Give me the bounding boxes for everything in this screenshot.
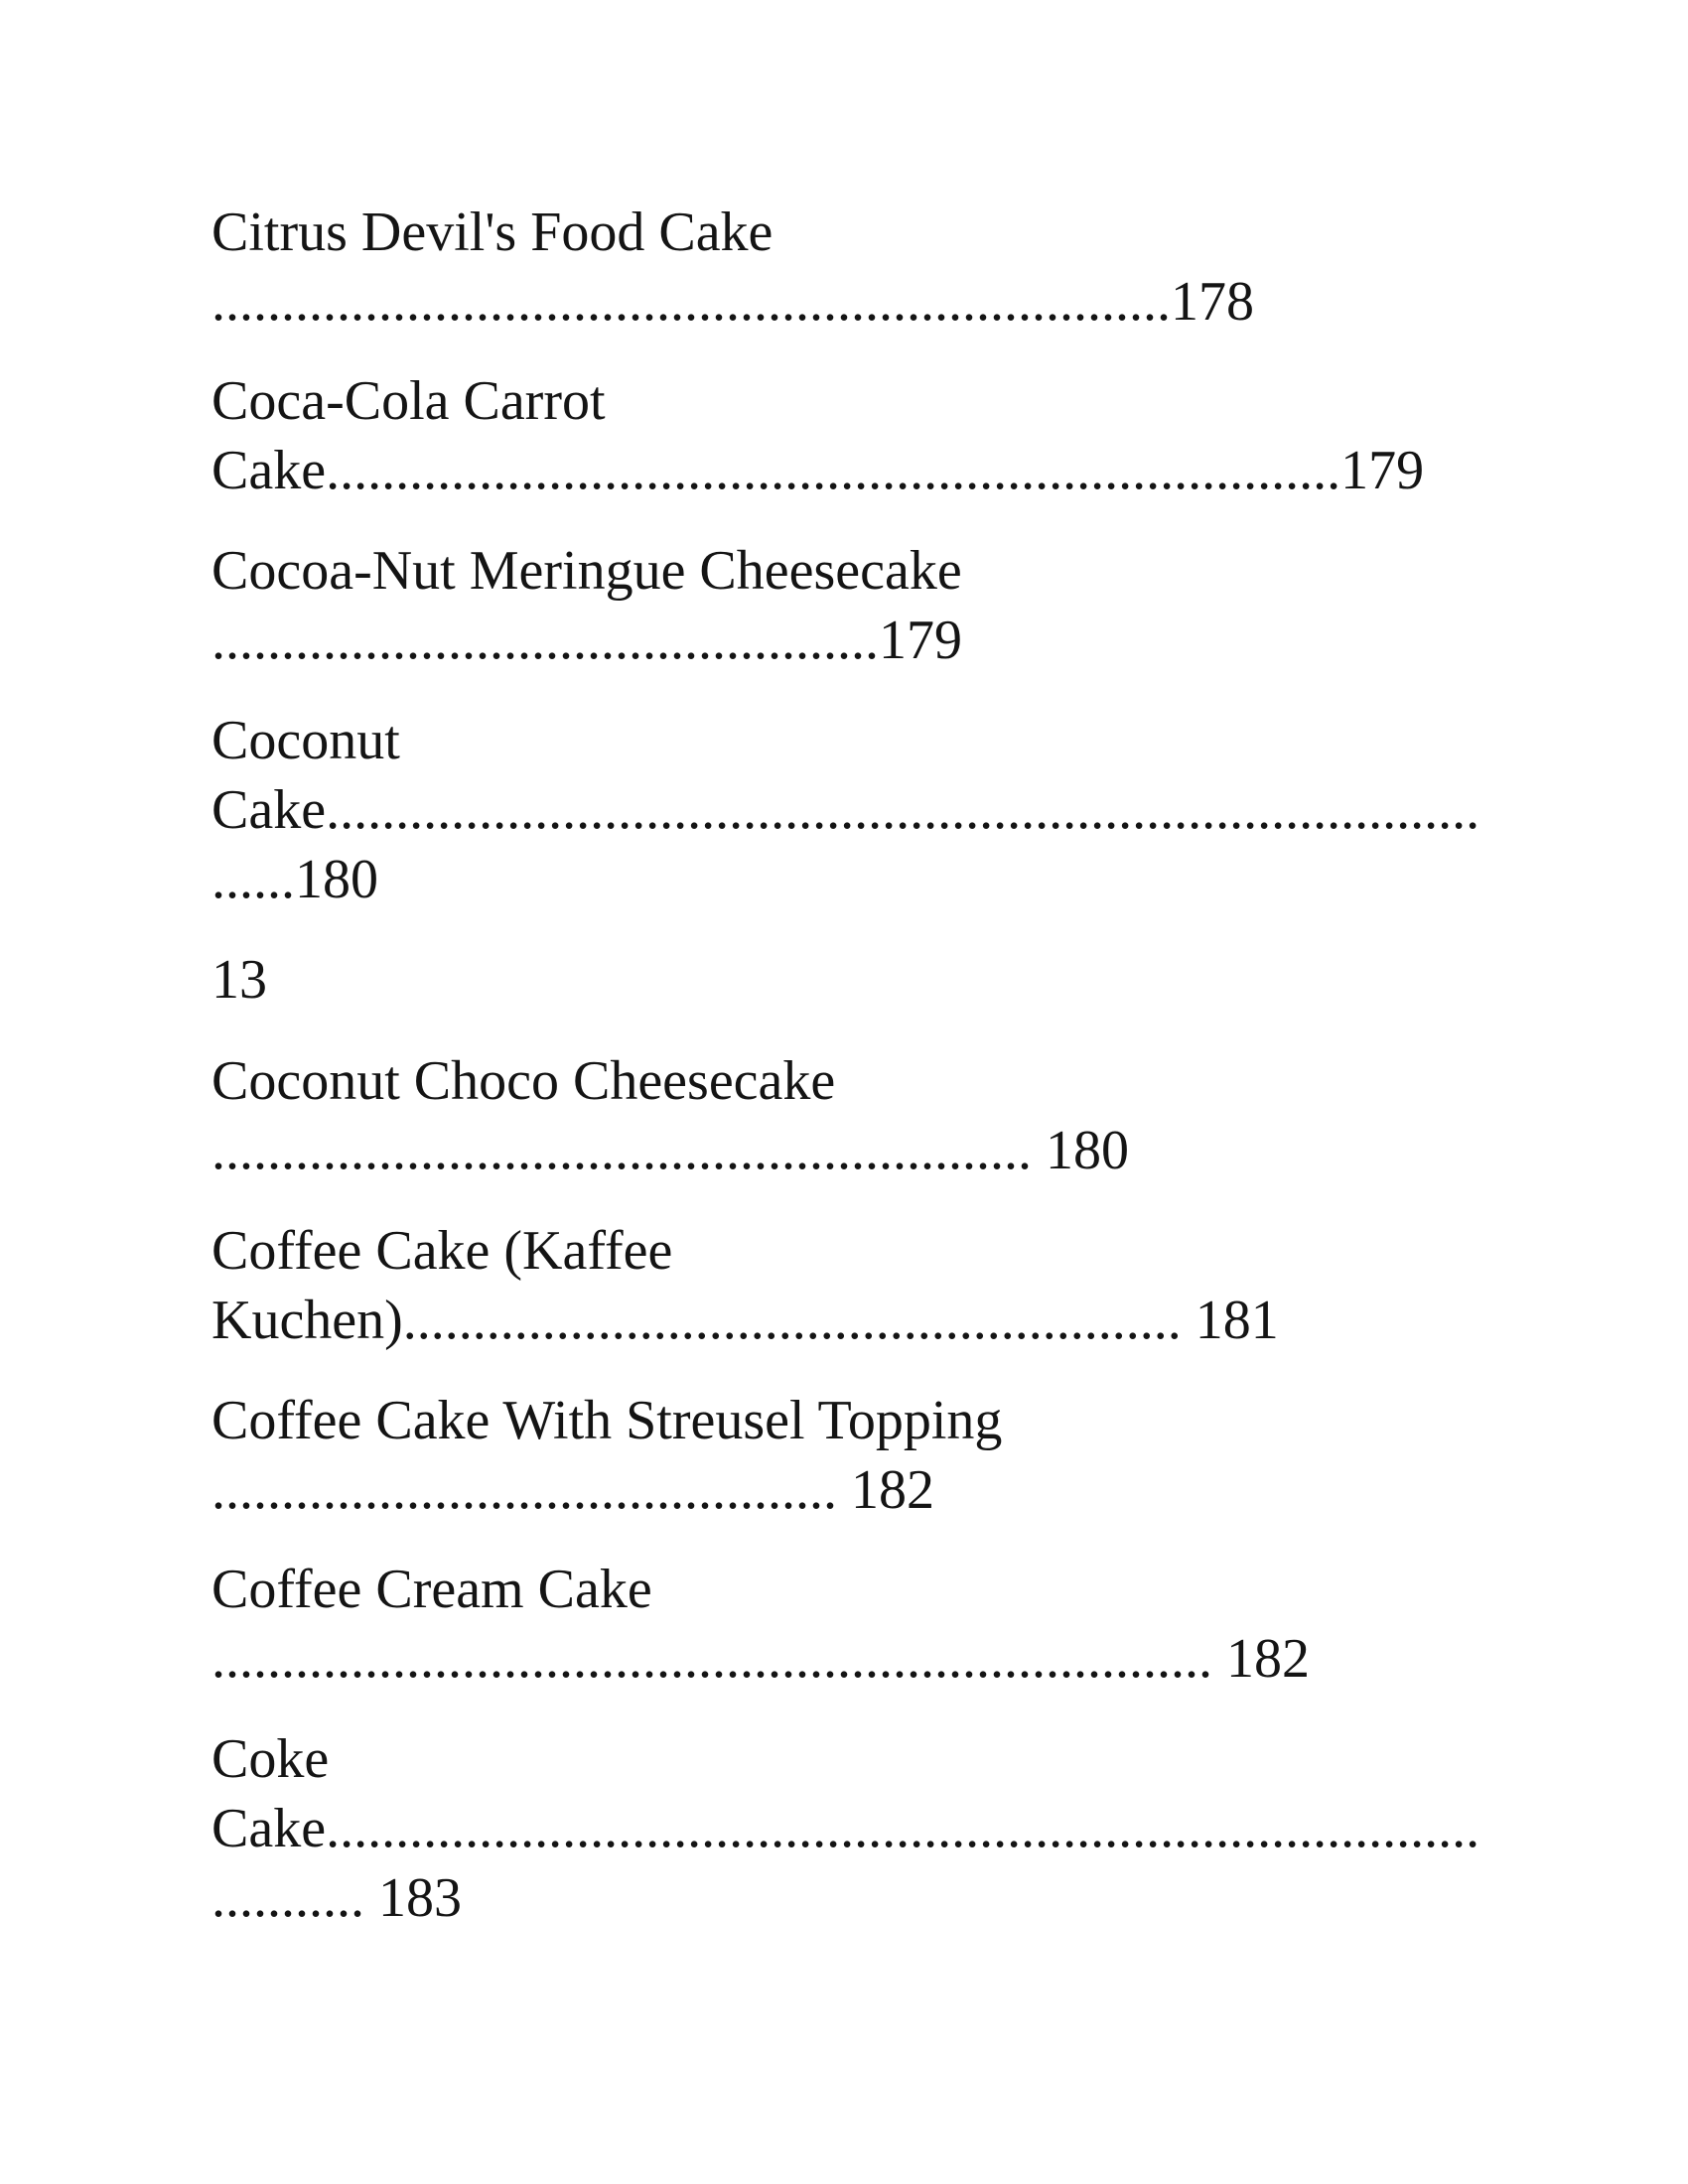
entry-title: Cocoa-Nut Meringue Cheesecake <box>211 540 962 602</box>
entry-title: Coke <box>211 1728 330 1790</box>
entry-title: Coffee Cake With Streusel Topping <box>211 1390 1003 1451</box>
entry-title: Coconut Choco Cheesecake <box>211 1050 836 1112</box>
entry-title: Coffee Cream Cake <box>211 1559 652 1620</box>
entry-leader: Cake................................................................................... <box>211 1798 1480 1859</box>
entry-leader-page: .....................................................................178 <box>211 271 1254 333</box>
entry-leader-page: Cake.........................................................................179 <box>211 440 1425 501</box>
entry-title: Coconut <box>211 710 400 771</box>
entry-title: Coca-Cola Carrot <box>211 370 606 432</box>
entry-title: Coffee Cake (Kaffee <box>211 1220 673 1282</box>
entry-leader-page: ........................................................................ 182 <box>211 1628 1310 1690</box>
entry-leader-page: ............................................. 182 <box>211 1459 934 1521</box>
entry-title: Citrus Devil's Food Cake <box>211 202 774 263</box>
page-number: 13 <box>211 949 267 1011</box>
entry-leader: Cake................................................................................... <box>211 779 1480 841</box>
entry-leader-page: ......180 <box>211 849 378 910</box>
entry-leader-page: ........... 183 <box>211 1867 462 1929</box>
entry-leader-page: Kuchen)........................................................ 181 <box>211 1290 1279 1351</box>
entry-leader-page: ........................................................... 180 <box>211 1120 1129 1181</box>
entry-leader-page: ................................................179 <box>211 610 962 671</box>
